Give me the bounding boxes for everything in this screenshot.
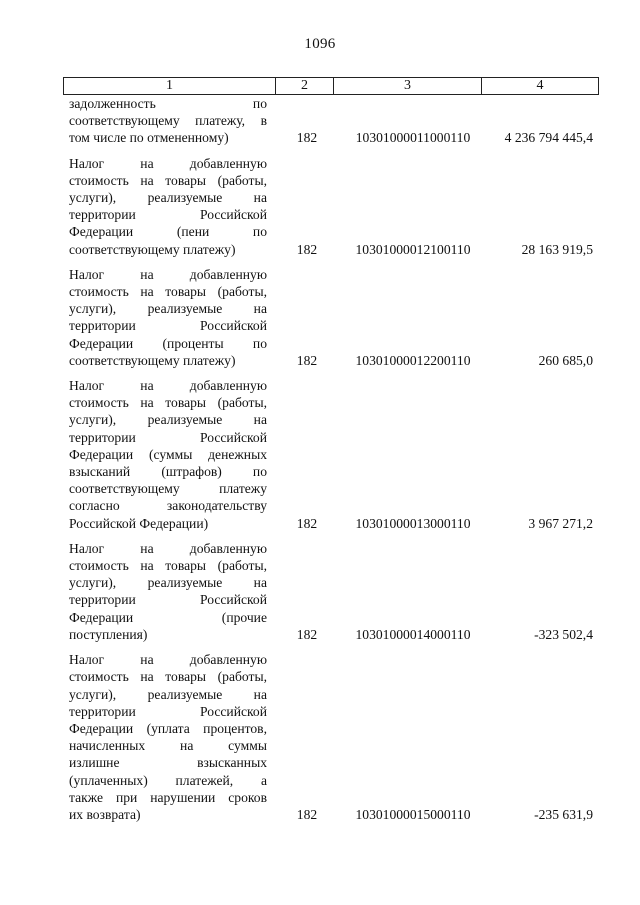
admin-code: 182 [296, 352, 318, 368]
admin-code: 182 [296, 806, 318, 822]
budget-classification-code: 10301000012200110 [355, 352, 471, 368]
row-description [63, 377, 267, 532]
table-body [63, 95, 597, 831]
description-line: начисленных на суммы [69, 738, 267, 754]
amount-value: 4 236 794 445,4 [504, 130, 593, 146]
description-line: услуги), реализуемые на [69, 190, 267, 206]
description-line: Налог на добавленную [69, 378, 267, 394]
description-line: территории Российской [69, 592, 267, 608]
description-line: соответствующему платежу) [69, 241, 236, 257]
description-line: также при нарушении сроков [69, 789, 267, 805]
description-line: услуги), реализуемые на [69, 301, 267, 317]
budget-classification-code: 10301000013000110 [355, 515, 471, 531]
description-line: Налог на добавленную [69, 652, 267, 668]
row-description [63, 540, 267, 643]
description-line: Федерации (пени по [69, 224, 267, 240]
table-row [63, 651, 597, 823]
description-line: согласно законодательству [69, 498, 267, 514]
description-line: стоимость на товары (работы, [69, 395, 267, 411]
description-line: их возврата) [69, 806, 141, 822]
row-description [63, 651, 267, 823]
amount-value: 3 967 271,2 [528, 515, 593, 531]
description-line: стоимость на товары (работы, [69, 172, 267, 188]
table-header [63, 77, 599, 95]
row-description [63, 266, 267, 369]
description-line: Федерации (проценты по [69, 335, 267, 351]
amount-value: 260 685,0 [538, 352, 593, 368]
description-line: Российской Федерации) [69, 515, 209, 531]
admin-code: 182 [296, 130, 318, 146]
page-number: 1096 [304, 36, 336, 52]
description-line: стоимость на товары (работы, [69, 558, 267, 574]
header-col-3: 3 [334, 78, 482, 94]
description-line: задолженность по [69, 96, 267, 111]
description-line: стоимость на товары (работы, [69, 284, 267, 300]
description-line: территории Российской [69, 207, 267, 223]
description-line: Федерации (прочие [69, 609, 267, 625]
description-line: территории Российской [69, 703, 267, 719]
table-row [63, 377, 597, 532]
description-line: взысканий (штрафов) по [69, 464, 267, 480]
description-line: стоимость на товары (работы, [69, 669, 267, 685]
description-line: Федерации (суммы денежных [69, 446, 267, 462]
admin-code: 182 [296, 241, 318, 257]
description-line: Налог на добавленную [69, 540, 267, 556]
amount-value: -323 502,4 [534, 626, 593, 642]
header-col-4: 4 [536, 78, 544, 93]
description-line: поступления) [69, 626, 148, 642]
table-row [63, 155, 597, 258]
description-line: соответствующему платежу [69, 481, 267, 497]
row-description [63, 155, 267, 258]
description-line: Налог на добавленную [69, 266, 267, 282]
description-line: излишне взысканных [69, 755, 267, 771]
budget-classification-code: 10301000014000110 [355, 626, 471, 642]
description-line: Налог на добавленную [69, 155, 267, 171]
description-line: соответствующему платежу, в [69, 113, 267, 129]
description-line: (уплаченных) платежей, а [69, 772, 267, 788]
header-col-1: 1 [64, 78, 276, 94]
admin-code: 182 [296, 515, 318, 531]
table-row [63, 540, 597, 643]
description-line: услуги), реализуемые на [69, 575, 267, 591]
description-line: том числе по отмененному) [69, 130, 229, 146]
budget-classification-code: 10301000012100110 [355, 241, 471, 257]
header-col-2: 2 [276, 78, 334, 94]
description-line: услуги), реализуемые на [69, 412, 267, 428]
description-line: территории Российской [69, 318, 267, 334]
description-line: территории Российской [69, 429, 267, 445]
budget-classification-code: 10301000015000110 [355, 806, 471, 822]
description-line: соответствующему платежу) [69, 352, 236, 368]
amount-value: -235 631,9 [534, 806, 593, 822]
table-row [63, 266, 597, 369]
table-row [63, 95, 597, 147]
description-line: Федерации (уплата процентов, [69, 720, 267, 736]
description-line: услуги), реализуемые на [69, 686, 267, 702]
row-description [63, 95, 267, 147]
amount-value: 28 163 919,5 [521, 241, 593, 257]
budget-classification-code: 10301000011000110 [355, 130, 471, 146]
admin-code: 182 [296, 626, 318, 642]
